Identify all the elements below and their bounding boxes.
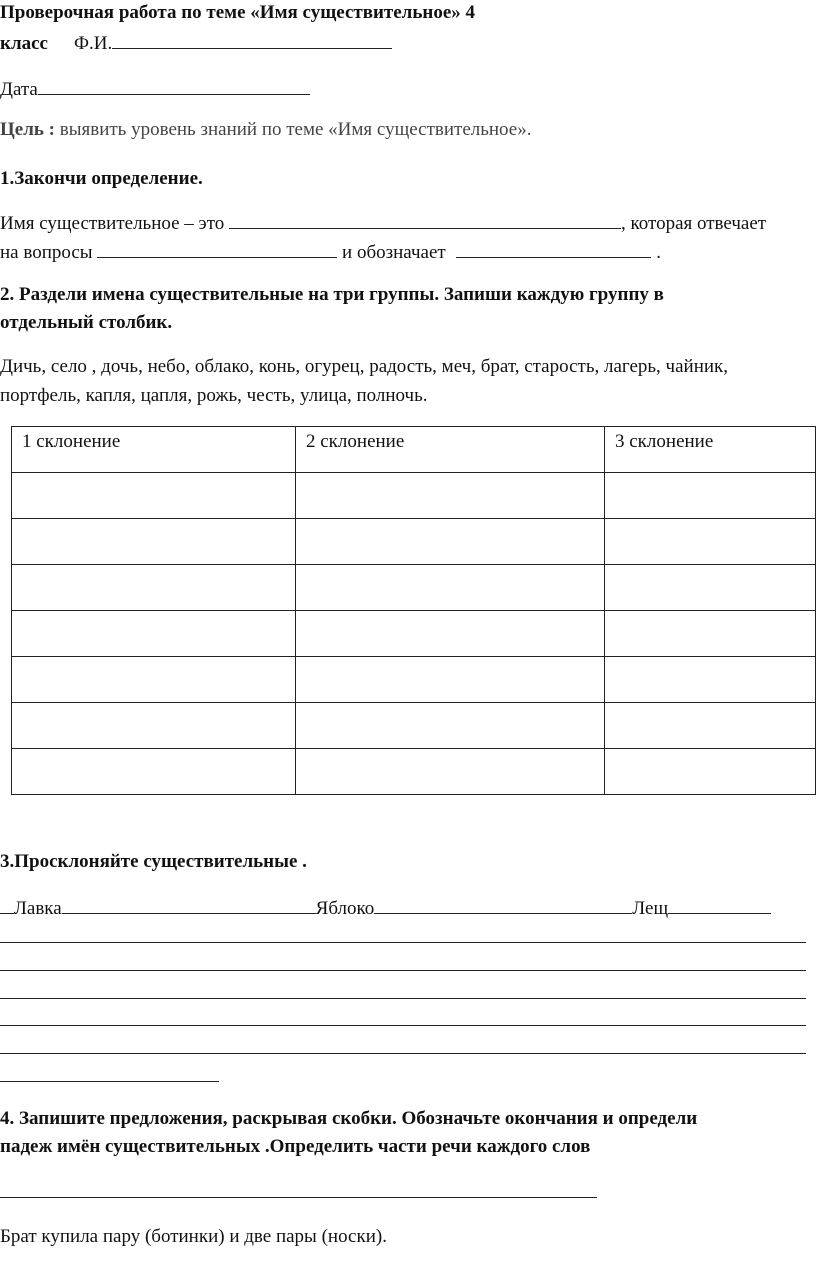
task1-line2-start: на вопросы [0, 242, 93, 263]
table-cell[interactable] [296, 611, 605, 657]
task1-line1 [0, 210, 766, 235]
table-cell[interactable] [12, 473, 296, 519]
table-row [12, 519, 816, 565]
table-header-cell: 2 склонение [296, 427, 605, 473]
table-cell[interactable] [12, 565, 296, 611]
table-row [12, 703, 816, 749]
table-cell[interactable] [605, 519, 816, 565]
goal-row [0, 119, 531, 141]
task2-heading-line1: 2. Раздели имена существительные на три группы. Запиши каждую группу в [0, 284, 664, 305]
task2-words-line2: портфель, капля, цапля, рожь, честь, улица, полночь. [0, 385, 428, 406]
lead-blank[interactable] [0, 895, 14, 914]
table-cell[interactable] [296, 473, 605, 519]
task2-heading-line2: отдельный столбик. [0, 312, 173, 333]
task4-heading-line1: 4. Запишите предложения, раскрывая скобки. Обозначьте окончания и определи [0, 1108, 698, 1129]
table-cell[interactable] [296, 565, 605, 611]
writing-line[interactable] [0, 998, 806, 999]
task2-words-line1: Дичь, село , дочь, небо, облако, конь, огурец, радость, меч, брат, старость, лагерь, чайник, [0, 356, 729, 377]
table-cell[interactable] [12, 749, 296, 795]
table-cell[interactable] [605, 749, 816, 795]
table-cell[interactable] [605, 657, 816, 703]
table-cell[interactable] [605, 565, 816, 611]
table-cell[interactable] [296, 519, 605, 565]
task1-line1-end: , которая отвечает [621, 213, 767, 234]
task1-line2-end: . [656, 242, 661, 263]
goal-label: Цель : [0, 119, 55, 140]
table-cell[interactable] [605, 611, 816, 657]
blank-3[interactable] [668, 895, 771, 914]
definition-blank[interactable] [229, 210, 621, 229]
table-row [12, 657, 816, 703]
table-cell[interactable] [605, 703, 816, 749]
word-lavka: Лавка [14, 898, 62, 919]
task3-words-row [0, 895, 771, 920]
task4-sentence: Брат купила пару (ботинки) и две пары (носки). [0, 1226, 387, 1247]
blank-2[interactable] [374, 895, 632, 914]
table-cell[interactable] [12, 703, 296, 749]
page-title: Проверочная работа по теме «Имя существительное» 4 [0, 2, 476, 23]
task4-heading-line2: падеж имён существительных .Определить части речи каждого слов [0, 1136, 591, 1157]
date-row [0, 76, 310, 101]
blank-1[interactable] [62, 895, 316, 914]
table-header-row [12, 427, 816, 473]
writing-line[interactable] [0, 942, 806, 943]
task3-heading: 3.Просклоняйте существительные . [0, 851, 307, 872]
table-header-cell: 3 склонение [605, 427, 816, 473]
writing-line[interactable] [0, 1025, 806, 1026]
task1-line2-mid: и обозначает [342, 242, 446, 263]
task1-heading: 1.Закончи определение. [0, 168, 203, 189]
table-cell[interactable] [12, 657, 296, 703]
writing-line[interactable] [0, 1053, 806, 1054]
date-label: Дата [0, 79, 38, 100]
table-cell[interactable] [605, 473, 816, 519]
table-row [12, 611, 816, 657]
word-yabloko: Яблоко [315, 898, 375, 919]
table-cell[interactable] [296, 703, 605, 749]
task1-line2 [0, 239, 661, 264]
table-row [12, 473, 816, 519]
table-cell[interactable] [12, 519, 296, 565]
name-label: Ф.И. [73, 33, 113, 54]
table-header-cell: 1 склонение [12, 427, 296, 473]
table-cell[interactable] [12, 611, 296, 657]
name-row [0, 30, 392, 55]
table-cell[interactable] [296, 749, 605, 795]
goal-text: выявить уровень знаний по теме «Имя существительное». [59, 119, 532, 140]
questions-blank[interactable] [97, 239, 337, 258]
word-leshch: Лещ [632, 898, 669, 919]
name-blank[interactable] [112, 30, 392, 49]
declension-table [11, 426, 816, 795]
writing-line[interactable] [0, 1081, 219, 1082]
task1-line1-start: Имя существительное – это [0, 213, 225, 234]
table-cell[interactable] [296, 657, 605, 703]
table-row [12, 565, 816, 611]
date-blank[interactable] [38, 76, 310, 95]
meaning-blank[interactable] [456, 239, 651, 258]
writing-line[interactable] [0, 1197, 597, 1198]
class-label: класс [0, 33, 48, 54]
writing-line[interactable] [0, 970, 806, 971]
table-row [12, 749, 816, 795]
